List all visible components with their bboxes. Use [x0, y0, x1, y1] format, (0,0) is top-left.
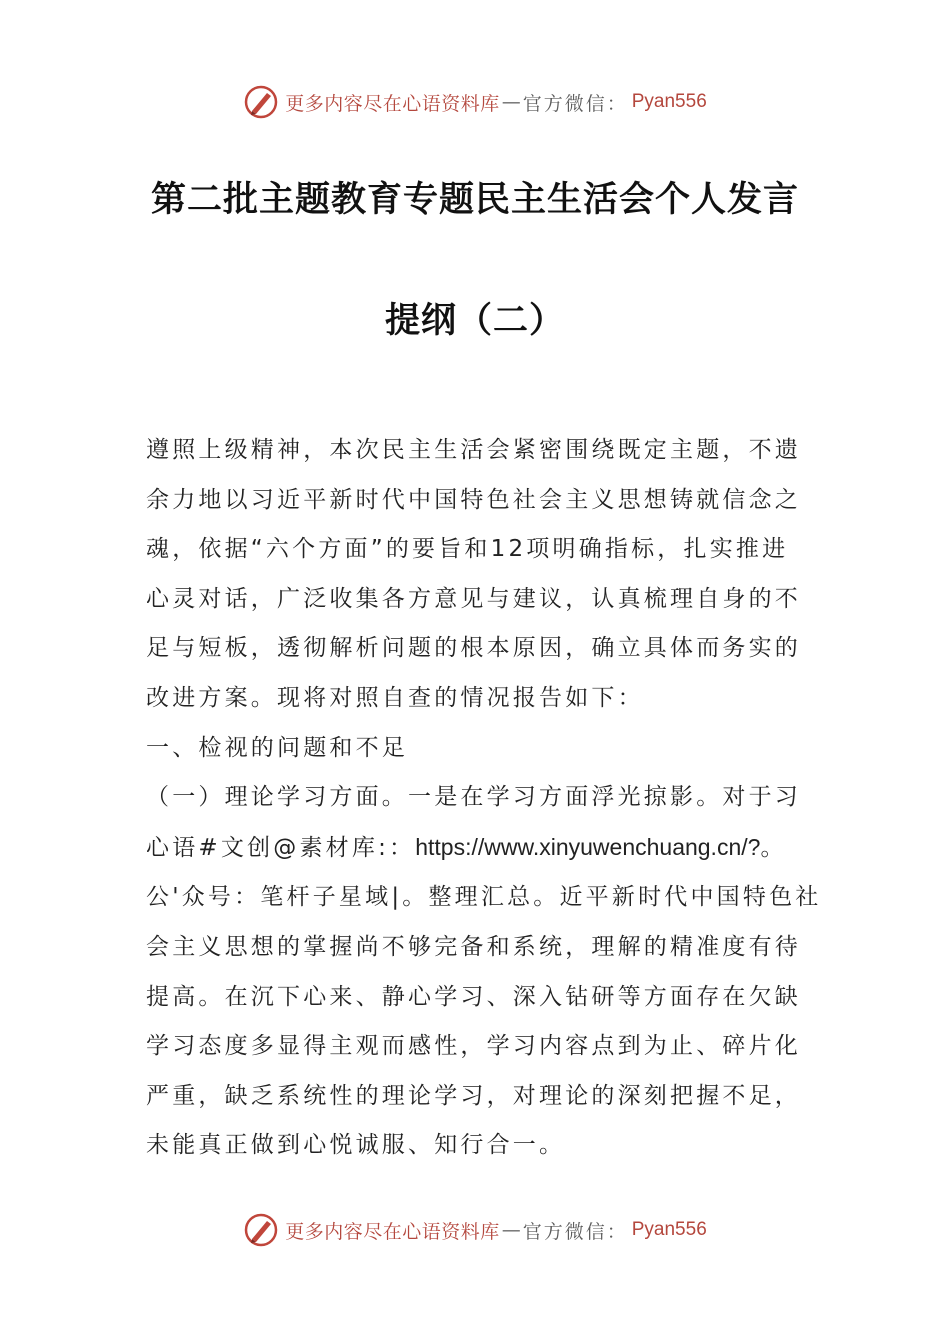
- source-url: https://www.xinyuwenchuang.cn/?: [415, 833, 761, 860]
- body-line: 遵照上级精神，本次民主生活会紧密围绕既定主题，不遗: [146, 437, 801, 463]
- pen-logo-icon: [243, 84, 279, 120]
- document-title-line-2: 提纲（二）: [384, 300, 565, 341]
- body-line: 会主义思想的掌握尚不够完备和系统，理解的精准度有待: [146, 933, 801, 960]
- body-line: 严重，缺乏系统性的理论学习，对理论的深刻把握不足，: [146, 1082, 801, 1109]
- url-period: 。: [760, 834, 787, 861]
- watermark-dash: —: [501, 1219, 521, 1241]
- watermark-main-text: 更多内容尽在心语资料库: [285, 1220, 500, 1243]
- section-heading: 一、检视的问题和不足: [146, 734, 408, 761]
- document-title-line-1: 第二批主题教育专题民主生活会个人发言: [150, 179, 799, 220]
- footer-watermark: [0, 1208, 950, 1252]
- body-line-with-url: [146, 823, 806, 874]
- watermark-main-text: 更多内容尽在心语资料库: [285, 92, 500, 115]
- body-line: （一）理论学习方面。一是在学习方面浮光掠影。对于习: [146, 784, 801, 811]
- body-line: 未能真正做到心悦诚服、知行合一。: [146, 1132, 566, 1159]
- body-line: 余力地以习近平新时代中国特色社会主义思想铸就信念之: [146, 486, 801, 513]
- body-line: 心灵对话，广泛收集各方意见与建议，认真梳理自身的不: [146, 585, 801, 612]
- source-label: 心语#文创@素材库:：: [146, 834, 416, 861]
- document-body: [146, 426, 822, 1171]
- watermark-dash: —: [501, 91, 521, 113]
- pen-logo-icon: [243, 1212, 279, 1248]
- body-line: 改进方案。现将对照自查的情况报告如下：: [146, 684, 644, 711]
- body-line: 学习态度多显得主观而感性，学习内容点到为止、碎片化: [146, 1033, 801, 1060]
- watermark-official-label: 官方微信：: [522, 92, 628, 115]
- watermark-wechat-id: Pyan556: [631, 1219, 707, 1240]
- body-line: 足与短板，透彻解析问题的根本原因，确立具体而务实的: [146, 635, 801, 662]
- body-line: 公'众号：笔杆子星域|。整理汇总。近平新时代中国特色社: [146, 884, 822, 911]
- body-line: 提高。在沉下心来、静心学习、深入钻研等方面存在欠缺: [146, 983, 801, 1010]
- watermark-wechat-id: Pyan556: [631, 91, 707, 112]
- body-line: 魂，依据“六个方面”的要旨和12项明确指标，扎实推进: [146, 536, 789, 563]
- watermark-official-label: 官方微信：: [522, 1220, 628, 1243]
- header-watermark: [0, 80, 950, 124]
